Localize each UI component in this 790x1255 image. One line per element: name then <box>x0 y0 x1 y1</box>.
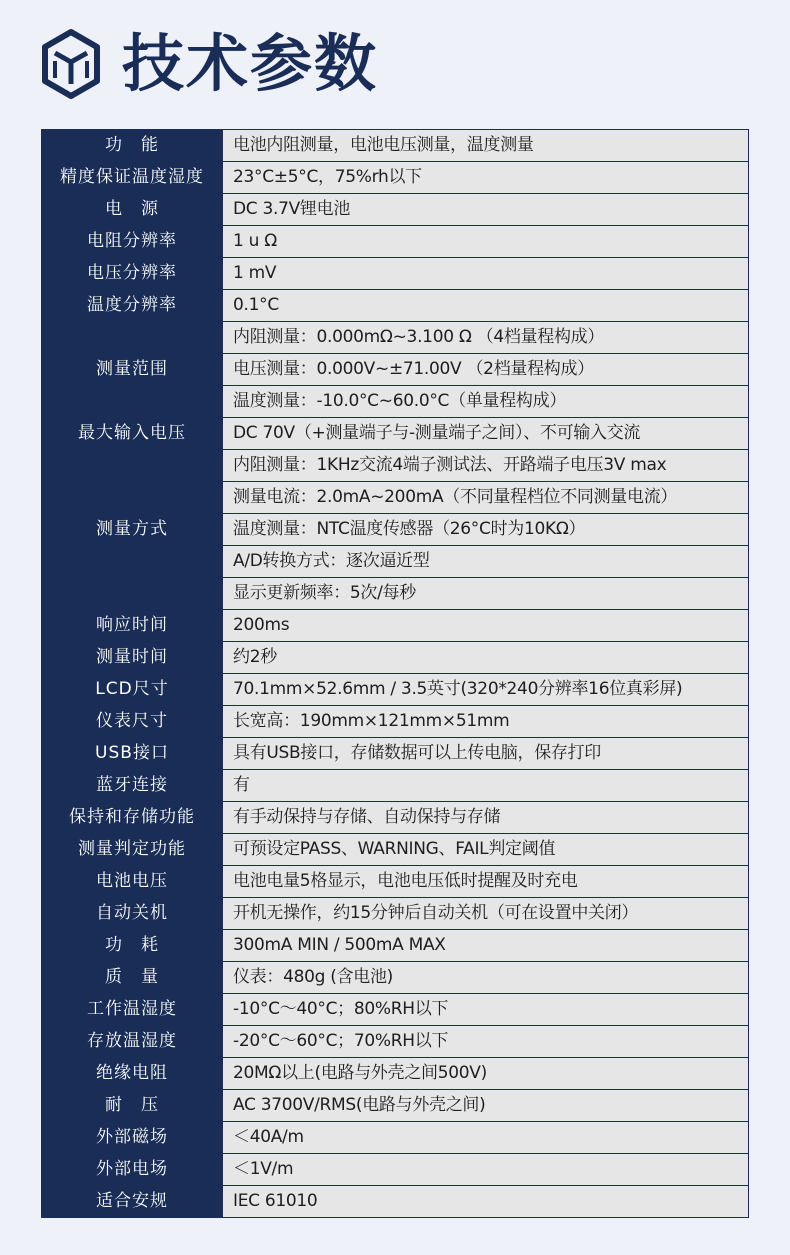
spec-value: 具有USB接口，存储数据可以上传电脑，保存打印 <box>223 738 749 770</box>
spec-value: 0.1°C <box>223 290 749 322</box>
spec-value: 温度测量：-10.0°C~60.0°C（单量程构成） <box>223 386 749 418</box>
table-row <box>42 834 749 866</box>
spec-label: 工作温湿度 <box>42 994 223 1026</box>
spec-label: 测量时间 <box>42 642 223 674</box>
table-row <box>42 418 749 450</box>
table-row <box>42 194 749 226</box>
table-row <box>42 738 749 770</box>
spec-value: 70.1mm×52.6mm / 3.5英寸(320*240分辨率16位真彩屏) <box>223 674 749 706</box>
table-row <box>42 162 749 194</box>
spec-value: 电压测量：0.000V~±71.00V （2档量程构成） <box>223 354 749 386</box>
page-title: 技术参数 <box>122 27 379 100</box>
spec-label: 外部磁场 <box>42 1122 223 1154</box>
table-row <box>42 642 749 674</box>
spec-value: 长宽高：190mm×121mm×51mm <box>223 706 749 738</box>
spec-label: USB接口 <box>42 738 223 770</box>
spec-label: 最大输入电压 <box>42 418 223 450</box>
spec-value: 有手动保持与存储、自动保持与存储 <box>223 802 749 834</box>
spec-value: 1 u Ω <box>223 226 749 258</box>
table-row <box>42 1026 749 1058</box>
spec-value: 200ms <box>223 610 749 642</box>
table-row <box>42 610 749 642</box>
spec-label: 响应时间 <box>42 610 223 642</box>
table-row <box>42 1186 749 1218</box>
spec-label: 绝缘电阻 <box>42 1058 223 1090</box>
spec-value: 内阻测量：0.000mΩ~3.100 Ω （4档量程构成） <box>223 322 749 354</box>
spec-label: 测量范围 <box>42 322 223 418</box>
spec-label: 电阻分辨率 <box>42 226 223 258</box>
spec-label: 保持和存储功能 <box>42 802 223 834</box>
spec-value: ＜1V/m <box>223 1154 749 1186</box>
table-row <box>42 866 749 898</box>
spec-value: 仪表：480g (含电池) <box>223 962 749 994</box>
spec-label: 存放温湿度 <box>42 1026 223 1058</box>
spec-value: 测量电流：2.0mA~200mA（不同量程档位不同测量电流） <box>223 482 749 514</box>
spec-value: 温度测量：NTC温度传感器（26°C时为10KΩ） <box>223 514 749 546</box>
spec-value: A/D转换方式：逐次逼近型 <box>223 546 749 578</box>
spec-label: 耐 压 <box>42 1090 223 1122</box>
page-header <box>40 24 378 104</box>
spec-label: 功 耗 <box>42 930 223 962</box>
table-row <box>42 962 749 994</box>
spec-label: 自动关机 <box>42 898 223 930</box>
spec-label: 电 源 <box>42 194 223 226</box>
spec-label: 测量方式 <box>42 450 223 610</box>
spec-value: 约2秒 <box>223 642 749 674</box>
table-row <box>42 674 749 706</box>
spec-value: 1 mV <box>223 258 749 290</box>
spec-label: 蓝牙连接 <box>42 770 223 802</box>
spec-value: DC 70V（+测量端子与-测量端子之间）、不可输入交流 <box>223 418 749 450</box>
table-row <box>42 994 749 1026</box>
table-row <box>42 290 749 322</box>
table-row <box>42 130 749 162</box>
spec-label: 电池电压 <box>42 866 223 898</box>
table-row <box>42 898 749 930</box>
spec-label: 仪表尺寸 <box>42 706 223 738</box>
table-row <box>42 706 749 738</box>
table-row <box>42 1122 749 1154</box>
spec-value: 300mA MIN / 500mA MAX <box>223 930 749 962</box>
spec-value: 内阻测量：1KHz交流4端子测试法、开路端子电压3V max <box>223 450 749 482</box>
spec-label: 适合安规 <box>42 1186 223 1218</box>
spec-value: -20°C～60°C；70%RH以下 <box>223 1026 749 1058</box>
table-row <box>42 802 749 834</box>
spec-value: 23°C±5°C，75%rh以下 <box>223 162 749 194</box>
table-row <box>42 1090 749 1122</box>
spec-value: IEC 61010 <box>223 1186 749 1218</box>
spec-label: 电压分辨率 <box>42 258 223 290</box>
spec-value: 20MΩ以上(电路与外壳之间500V) <box>223 1058 749 1090</box>
spec-label: 温度分辨率 <box>42 290 223 322</box>
spec-label: 测量判定功能 <box>42 834 223 866</box>
spec-value: 电池内阻测量，电池电压测量，温度测量 <box>223 130 749 162</box>
spec-value: -10°C～40°C；80%RH以下 <box>223 994 749 1026</box>
table-row <box>42 258 749 290</box>
spec-table-body <box>42 130 749 1218</box>
spec-value: 开机无操作，约15分钟后自动关机（可在设置中关闭） <box>223 898 749 930</box>
spec-label: 精度保证温度湿度 <box>42 162 223 194</box>
spec-value: ＜40A/m <box>223 1122 749 1154</box>
spec-label: 外部电场 <box>42 1154 223 1186</box>
spec-value: 显示更新频率：5次/每秒 <box>223 578 749 610</box>
table-row <box>42 322 749 354</box>
spec-label: 功 能 <box>42 130 223 162</box>
spec-value: AC 3700V/RMS(电路与外壳之间) <box>223 1090 749 1122</box>
table-row <box>42 1154 749 1186</box>
spec-label: 质 量 <box>42 962 223 994</box>
spec-value: 可预设定PASS、WARNING、FAIL判定阈值 <box>223 834 749 866</box>
table-row <box>42 930 749 962</box>
spec-value: 有 <box>223 770 749 802</box>
spec-value: 电池电量5格显示，电池电压低时提醒及时充电 <box>223 866 749 898</box>
table-row <box>42 770 749 802</box>
table-row <box>42 226 749 258</box>
spec-value: DC 3.7V锂电池 <box>223 194 749 226</box>
table-row <box>42 450 749 482</box>
cube-icon <box>40 28 102 100</box>
spec-label: LCD尺寸 <box>42 674 223 706</box>
spec-table <box>41 129 749 1218</box>
table-row <box>42 1058 749 1090</box>
